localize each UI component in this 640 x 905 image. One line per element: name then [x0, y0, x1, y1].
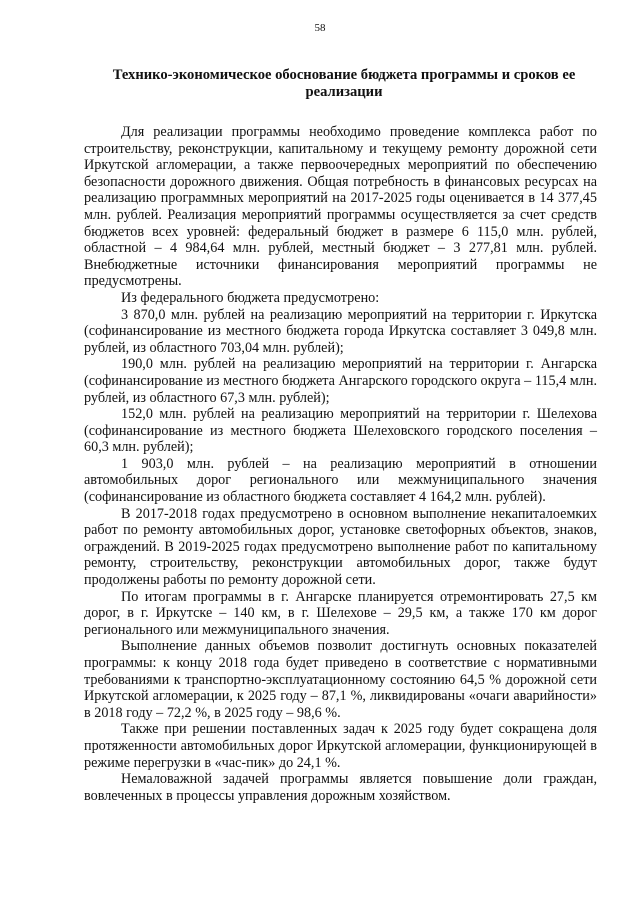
- page-title: Технико-экономическое обоснование бюджета программы и сроков ее реализации: [112, 67, 576, 100]
- paragraph: По итогам программы в г. Ангарске планируется отремонтировать 27,5 км дорог, в г. Иркутске – 140 км, в г. Шелехове – 29,5 км, а также 170 км дорог регионального или межмуниципального значения.: [84, 588, 597, 638]
- page-number: 58: [314, 22, 326, 34]
- paragraph: 190,0 млн. рублей на реализацию мероприятий на территории г. Ангарска (софинансирование из местного бюджета Ангарского городского округа – 115,4 млн. рублей, из областного 67,3 млн. рублей);: [84, 356, 597, 406]
- paragraph: Из федерального бюджета предусмотрено:: [121, 289, 380, 306]
- paragraph: 1 903,0 млн. рублей – на реализацию мероприятий в отношении автомобильных дорог регионального или межмуниципального значения (софинансирование из областного бюджета составляет 4 164,2 млн. рублей).: [84, 455, 597, 506]
- paragraph: Также при решении поставленных задач к 2025 году будет сокращена доля протяженности автомобильных дорог Иркутской агломерации, функционирующей в режиме перегрузки в «час-пик» до 24,1 %.: [84, 721, 597, 771]
- paragraph: В 2017-2018 годах предусмотрено в основном выполнение некапиталоемких работ по ремонту автомобильных дорог, установке светофорных объектов, знаков, ограждений. В 2019-2025 годах предусмотрено выполнение работ по капитальному ремонту, строительству, реконструкции автомобильных дорог, также будут продолжены работы по ремонту дорожной сети.: [84, 505, 597, 589]
- paragraph: 3 870,0 млн. рублей на реализацию мероприятий на территории г. Иркутска (софинансирование из местного бюджета города Иркутска составляет 3 049,8 млн. рублей, из областного 703,04 млн. рублей);: [84, 306, 597, 356]
- paragraph: Немаловажной задачей программы является повышение доли граждан, вовлеченных в процессы управления дорожным хозяйством.: [84, 771, 597, 804]
- document-body: [84, 124, 597, 804]
- paragraph: 152,0 млн. рублей на реализацию мероприятий на территории г. Шелехова (софинансирование из местного бюджета Шелеховского городского поселения – 60,3 млн. рублей);: [84, 406, 597, 456]
- paragraph: Для реализации программы необходимо проведение комплекса работ по строительству, реконструкции, капитальному и текущему ремонту дорожной сети Иркутской агломерации, а также первоочередных мероприятий по обеспечению безопасности дорожного движения. Общая потребность в финансовых ресурсах на реализацию программных мероприятий на 2017-2025 годы оценивается в 14 377,45 млн. рублей. Реализация мероприятий программы осуществляется за счет средств бюджетов всех уровней: федеральный бюджет в размере 6 115,0 млн. рублей, областной – 4 984,64 млн. рублей, местный бюджет – 3 277,81 млн. рублей. Внебюджетные источники финансирования мероприятий программы не предусмотрены.: [84, 124, 597, 290]
- paragraph: Выполнение данных объемов позволит достигнуть основных показателей программы: к концу 2018 года будет приведено в соответствие с нормативными требованиями к транспортно-эксплуатационному состоянию 64,5 % дорожной сети Иркутской агломерации, к 2025 году – 87,1 %, ликвидированы «очаги аварийности» в 2018 году – 72,2 %, в 2025 году – 98,6 %.: [84, 638, 597, 721]
